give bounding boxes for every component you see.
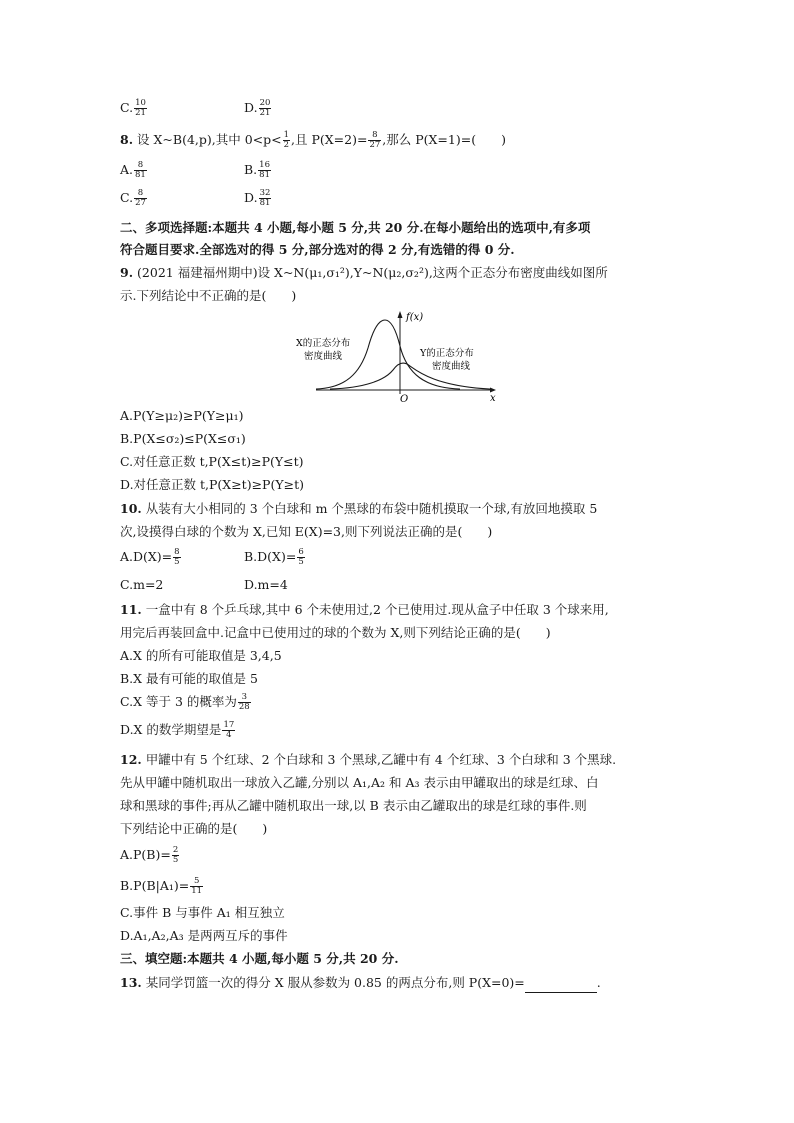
q10-option-c: C.m=2 [120, 577, 164, 592]
fraction: $\frac{20}{21}$ [259, 98, 271, 118]
q9-option-d: D.对任意正数 t,P(X≥t)≥P(Y≥t) [120, 477, 304, 492]
q11-option-b: B.X 最有可能的取值是 5 [120, 671, 258, 686]
q9-stem-cont: 示.下列结论中不正确的是( ) [120, 288, 297, 303]
q9-option-a: A.P(Y≥μ₂)≥P(Y≥μ₁) [120, 408, 244, 423]
x-curve-label-1: X的正态分布 [296, 338, 351, 349]
normal-distribution-figure [290, 308, 510, 404]
q12-option-b: B.P(B|A₁)= $\frac{5}{11}$ [120, 876, 203, 896]
question-number: 13. [120, 975, 142, 990]
q12-stem: 12. 甲罐中有 5 个红球、2 个白球和 3 个黑球,乙罐中有 4 个红球、3 个白球和 3 个黑球. [120, 752, 617, 767]
q10-option-b: B.D(X)= $\frac{6}{5}$ [244, 547, 304, 567]
q12-option-d: D.A₁,A₂,A₃ 是两两互斥的事件 [120, 928, 288, 943]
q11-option-c: C.X 等于 3 的概率为 $\frac{3}{28}$ [120, 692, 250, 712]
option-label: D. [244, 100, 258, 115]
y-curve-label-2: 密度曲线 [432, 361, 471, 372]
question-number: 11. [120, 602, 142, 617]
question-number: 9. [120, 265, 134, 280]
q7-option-d [244, 98, 272, 118]
q12-option-c: C.事件 B 与事件 A₁ 相互独立 [120, 905, 285, 920]
q10-option-a: A.D(X)= $\frac{8}{5}$ [120, 547, 180, 567]
q10-stem: 10. 从装有大小相同的 3 个白球和 m 个黑球的布袋中随机摸取一个球,有放回地摸取 5 [120, 501, 598, 516]
q13-stem: 13. 某同学罚篮一次的得分 X 服从参数为 0.85 的两点分布,则 P(X=0)= . [120, 973, 601, 993]
x-curve-label-2: 密度曲线 [304, 351, 343, 362]
q11-option-a: A.X 的所有可能取值是 3,4,5 [120, 648, 282, 663]
y-axis-arrow [398, 311, 403, 318]
question-number: 10. [120, 501, 142, 516]
q7-option-c [120, 98, 148, 118]
section-2-heading: 二、多项选择题:本题共 4 小题,每小题 5 分,共 20 分.在每小题给出的选项中,有多项 [120, 220, 591, 235]
q12-stem-line-4: 下列结论中正确的是( ) [120, 821, 268, 836]
fraction: $\frac{8}{27}$ [369, 130, 381, 150]
q8-option-c: C. $\frac{8}{27}$ [120, 188, 146, 208]
q10-stem-cont: 次,设摸得白球的个数为 X,已知 E(X)=3,则下列说法正确的是( ) [120, 524, 493, 539]
q12-stem-line-3: 球和黑球的事件;再从乙罐中随机取出一球,以 B 表示由乙罐取出的球是红球的事件.则 [120, 798, 587, 813]
fraction: $\frac{10}{21}$ [135, 98, 146, 118]
q12-option-a: A.P(B)= $\frac{2}{5}$ [120, 845, 179, 865]
q9-stem: 9. (2021 福建福州期中)设 X~N(μ₁,σ₁²),Y~N(μ₂,σ₂²),这两个正态分布密度曲线如图所 [120, 265, 608, 280]
q11-stem-cont: 用完后再装回盒中.记盒中已使用过的球的个数为 X,则下列结论正确的是( ) [120, 625, 551, 640]
q8-option-b: B. $\frac{16}{81}$ [244, 160, 270, 180]
q8-stem: 8. 设 X~B(4,p),其中 0<p< $\frac{1}{2}$ ,且 P(X=2)= $\frac{8}{27}$ ,那么 P(X=1)=( ) [120, 130, 506, 150]
y-curve-label-1: Y的正态分布 [420, 348, 474, 359]
q8-option-a: A. $\frac{8}{81}$ [120, 160, 146, 180]
question-number: 12. [120, 752, 142, 767]
answer-blank[interactable] [525, 978, 597, 993]
fraction: $\frac{1}{2}$ [283, 130, 290, 150]
q9-option-c: C.对任意正数 t,P(X≤t)≥P(Y≤t) [120, 454, 304, 469]
q9-option-b: B.P(X≤σ₂)≤P(X≤σ₁) [120, 431, 246, 446]
question-number: 8. [120, 132, 134, 147]
y-axis-label: f(x) [406, 312, 424, 323]
q11-stem: 11. 一盒中有 8 个乒乓球,其中 6 个未使用过,2 个已使用过.现从盒子中任取 3 个球来用, [120, 602, 609, 617]
origin-label: O [400, 394, 409, 404]
section-2-heading-cont: 符合题目要求.全部选对的得 5 分,部分选对的得 2 分,有选错的得 0 分. [120, 242, 515, 257]
q8-option-d: D. $\frac{32}{81}$ [244, 188, 271, 208]
x-axis-arrow [490, 388, 496, 393]
q12-stem-line-2: 先从甲罐中随机取出一球放入乙罐,分别以 A₁,A₂ 和 A₃ 表示由甲罐取出的球是红球、白 [120, 775, 599, 790]
option-label: C. [120, 100, 134, 115]
x-axis-label: x [490, 393, 496, 404]
q11-option-d: D.X 的数学期望是 $\frac{17}{4}$ [120, 720, 235, 740]
q10-option-d: D.m=4 [244, 577, 288, 592]
section-3-heading: 三、填空题:本题共 4 小题,每小题 5 分,共 20 分. [120, 951, 399, 966]
